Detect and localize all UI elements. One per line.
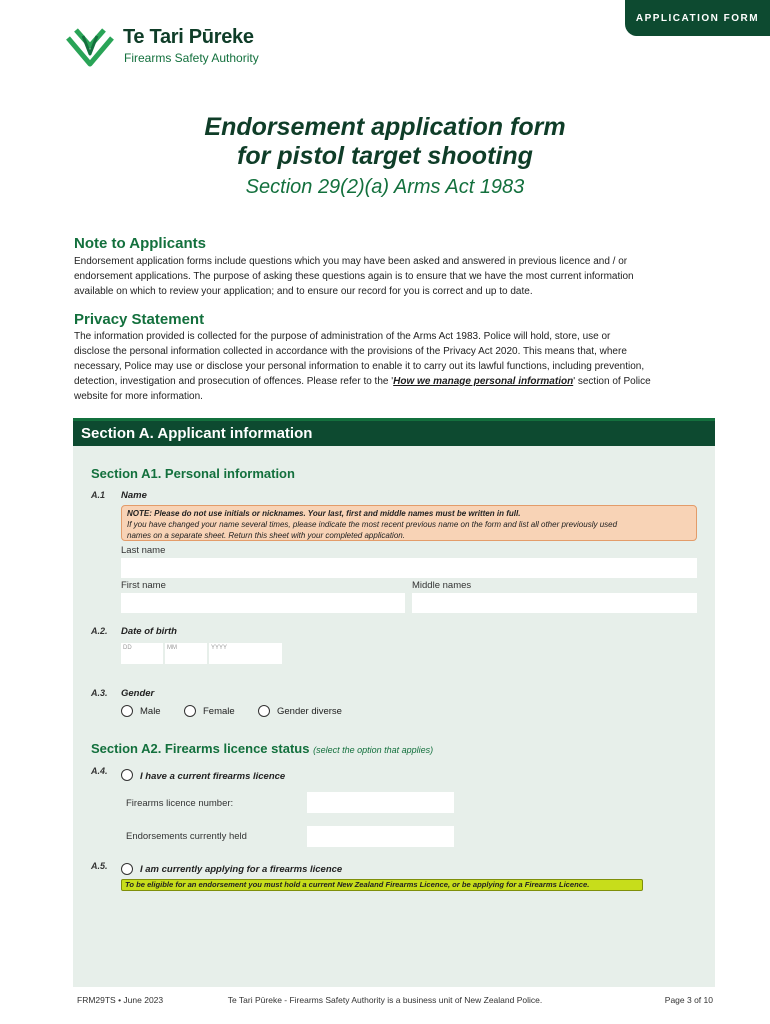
dob-year-hint: YYYY	[211, 645, 228, 651]
note-line: If you have changed your name several times, please indicate the most recent previous name on the form and list all other previously used	[127, 520, 618, 529]
middle-names-field[interactable]	[412, 593, 697, 613]
name-note-box	[121, 505, 697, 541]
section-a2-heading-text: Section A2. Firearms licence status	[91, 741, 310, 756]
privacy-line: necessary, Police may use or disclose your personal information to enable it to carry out its lawful functions, including prevention,	[74, 361, 645, 372]
gender-male-radio[interactable]	[121, 705, 133, 717]
privacy-paragraph	[74, 329, 714, 404]
privacy-line: disclose the personal information collected in accordance with the provisions of the Privacy Act 2020. This means that, where	[74, 346, 627, 357]
current-licence-radio[interactable]	[121, 769, 133, 781]
licence-number-label: Firearms licence number:	[126, 798, 234, 809]
privacy-heading: Privacy Statement	[74, 311, 205, 328]
question-number-a1: A.1	[91, 490, 106, 500]
middle-names-label: Middle names	[412, 580, 472, 591]
name-label: Name	[121, 490, 147, 501]
footer-statement: Te Tari Pūreke - Firearms Safety Authority is a business unit of New Zealand Police.	[227, 995, 543, 1005]
gender-male-label: Male	[140, 706, 161, 717]
form-subtitle: Section 29(2)(a) Arms Act 1983	[245, 176, 525, 198]
note-line: Endorsement application forms include questions which you may have been asked and answered in previous licence and / or	[74, 256, 628, 267]
gender-label: Gender	[121, 688, 155, 699]
endorsements-label: Endorsements currently held	[126, 831, 247, 842]
note-line: names on a separate sheet. Return this sheet with your completed application.	[127, 531, 405, 540]
question-number-a5: A.5.	[91, 861, 108, 871]
fern-m-logo-icon	[66, 24, 114, 70]
privacy-line: website for more information.	[74, 391, 203, 402]
endorsements-field[interactable]	[307, 826, 454, 847]
note-line: available on which to review your application; and to ensure our record for you is correct and up to date.	[74, 286, 533, 297]
question-number-a2: A.2.	[91, 626, 108, 636]
note-paragraph	[74, 254, 714, 299]
gender-female-label: Female	[203, 706, 235, 717]
gender-diverse-label: Gender diverse	[277, 706, 342, 717]
privacy-line-text: detection, investigation and prosecution of offences. Please refer to the '	[74, 376, 394, 387]
licence-number-field[interactable]	[307, 792, 454, 813]
privacy-line: The information provided is collected for the purpose of administration of the Arms Act 1983. Police will hold, store, use or	[74, 331, 611, 342]
application-form-tab: APPLICATION FORM	[625, 0, 770, 36]
privacy-line	[74, 374, 714, 389]
form-title-line-1: Endorsement application form	[204, 113, 566, 141]
gender-diverse-radio[interactable]	[258, 705, 270, 717]
logo-name: Te Tari Pūreke	[123, 26, 254, 48]
note-line: NOTE: Please do not use initials or nicknames. Your last, first and middle names must be written in full.	[127, 509, 521, 518]
section-a-panel	[73, 418, 715, 987]
logo-subtitle: Firearms Safety Authority	[124, 51, 259, 65]
applying-licence-radio[interactable]	[121, 863, 133, 875]
last-name-label: Last name	[121, 545, 166, 556]
first-name-label: First name	[121, 580, 166, 591]
applying-licence-label: I am currently applying for a firearms licence	[140, 864, 343, 875]
gender-female-radio[interactable]	[184, 705, 196, 717]
page-number: Page 3 of 10	[664, 995, 713, 1005]
dob-month-hint: MM	[167, 645, 177, 651]
last-name-field[interactable]	[121, 558, 697, 578]
date-of-birth-label: Date of birth	[121, 626, 177, 637]
note-line: endorsement applications. The purpose of asking these questions again is to ensure that we have the most current information	[74, 271, 634, 282]
note-heading: Note to Applicants	[74, 235, 206, 252]
eligibility-notice: To be eligible for an endorsement you must hold a current New Zealand Firearms Licence, or be applying for a Firearms Licence.	[121, 879, 643, 891]
form-title-line-2: for pistol target shooting	[237, 142, 533, 170]
form-code: FRM29TS • June 2023	[77, 995, 164, 1005]
current-licence-label: I have a current firearms licence	[140, 771, 286, 782]
privacy-line-text: ' section of Police	[573, 376, 651, 387]
section-a1-heading: Section A1. Personal information	[91, 466, 295, 481]
question-number-a3: A.3.	[91, 688, 108, 698]
question-number-a4: A.4.	[91, 766, 108, 776]
privacy-policy-link[interactable]: How we manage personal information	[393, 376, 574, 387]
section-a2-heading	[91, 741, 433, 756]
first-name-field[interactable]	[121, 593, 405, 613]
dob-day-hint: DD	[123, 645, 132, 651]
section-a2-heading-note: (select the option that applies)	[313, 745, 434, 755]
section-a-header: Section A. Applicant information	[73, 421, 715, 446]
logo	[66, 24, 276, 74]
